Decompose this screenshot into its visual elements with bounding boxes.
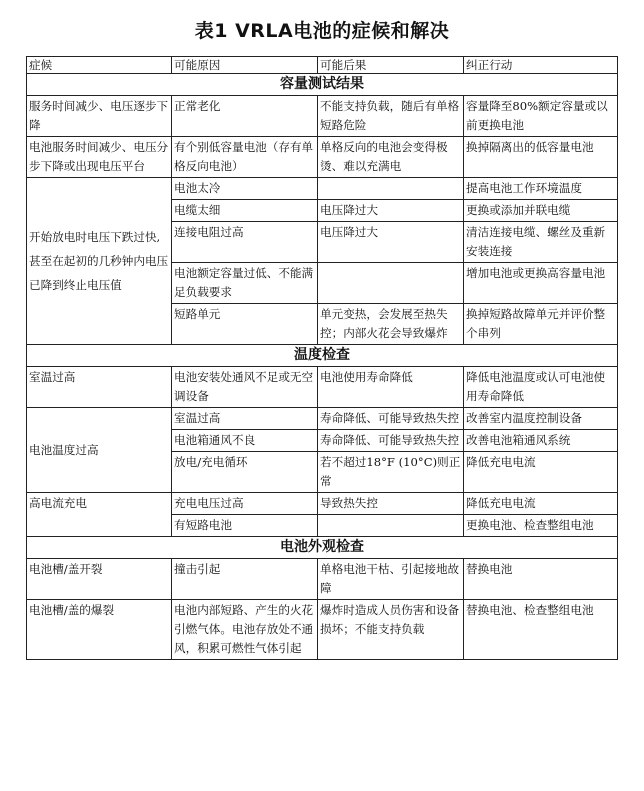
symptom-cell: 电池温度过高 [27,408,172,493]
header-cause: 可能原因 [172,57,318,74]
cause-cell: 电缆太细 [172,200,318,222]
consequence-cell: 单格电池干枯、引起接地故障 [318,559,464,600]
table-row [27,493,618,515]
consequence-cell: 电压降过大 [318,222,464,263]
symptom-cell: 电池槽/盖的爆裂 [27,600,172,660]
action-cell: 增加电池或更换高容量电池 [464,263,618,304]
table-row [27,408,618,430]
cause-cell: 电池额定容量过低、不能满足负载要求 [172,263,318,304]
symptom-cell: 室温过高 [27,367,172,408]
action-cell: 换掉短路故障单元并评价整个串列 [464,304,618,345]
symptom-cell: 服务时间减少、电压逐步下降 [27,96,172,137]
consequence-cell: 寿命降低、可能导致热失控 [318,408,464,430]
header-consequence: 可能后果 [318,57,464,74]
table-row [27,600,618,660]
cause-cell: 短路单元 [172,304,318,345]
consequence-cell: 不能支持负载，随后有单格短路危险 [318,96,464,137]
consequence-cell: 寿命降低、可能导致热失控 [318,430,464,452]
cause-cell: 正常老化 [172,96,318,137]
consequence-cell: 电压降过大 [318,200,464,222]
symptom-cell: 高电流充电 [27,493,172,537]
action-cell: 改善电池箱通风系统 [464,430,618,452]
table-row [27,137,618,178]
action-cell: 降低电池温度或认可电池使用寿命降低 [464,367,618,408]
consequence-cell: 爆炸时造成人员伤害和设备损坏；不能支持负载 [318,600,464,660]
cause-cell: 连接电阻过高 [172,222,318,263]
header-row [27,57,618,74]
cause-cell: 有个别低容量电池（存有单格反向电池） [172,137,318,178]
consequence-cell: 单格反向的电池会变得极烫、难以充满电 [318,137,464,178]
table-row [27,559,618,600]
section-temperature-check: 温度检查 [27,345,618,367]
consequence-cell: 电池使用寿命降低 [318,367,464,408]
header-symptom: 症候 [27,57,172,74]
cause-cell: 电池箱通风不良 [172,430,318,452]
cause-cell: 有短路电池 [172,515,318,537]
table-row [27,367,618,408]
symptom-cell: 开始放电时电压下跌过快,甚至在起初的几秒钟内电压已降到终止电压值 [27,178,172,345]
cause-cell: 电池太冷 [172,178,318,200]
table-row [27,178,618,200]
action-cell: 容量降至80%额定容量或以前更换电池 [464,96,618,137]
action-cell: 清洁连接电缆、螺丝及重新安装连接 [464,222,618,263]
consequence-cell: 单元变热，会发展至热失控；内部火花会导致爆炸 [318,304,464,345]
consequence-cell: 导致热失控 [318,493,464,515]
action-cell: 更换电池、检查整组电池 [464,515,618,537]
section-appearance-check: 电池外观检查 [27,537,618,559]
action-cell: 更换或添加并联电缆 [464,200,618,222]
cause-cell: 充电电压过高 [172,493,318,515]
symptom-cell: 电池槽/盖开裂 [27,559,172,600]
header-action: 纠正行动 [464,57,618,74]
consequence-cell [318,263,464,304]
cause-cell: 电池内部短路、产生的火花引燃气体。电池存放处不通风，积累可燃性气体引起 [172,600,318,660]
action-cell: 降低充电电流 [464,493,618,515]
action-cell: 提高电池工作环境温度 [464,178,618,200]
action-cell: 替换电池 [464,559,618,600]
cause-cell: 室温过高 [172,408,318,430]
cause-cell: 放电/充电循环 [172,452,318,493]
cause-cell: 电池安装处通风不足或无空调设备 [172,367,318,408]
symptom-cell: 电池服务时间减少、电压分步下降或出现电压平台 [27,137,172,178]
consequence-cell: 若不超过18°F (10°C)则正常 [318,452,464,493]
consequence-cell [318,515,464,537]
action-cell: 改善室内温度控制设备 [464,408,618,430]
table-row [27,96,618,137]
symptom-table [26,56,618,660]
table-title: 表1 VRLA电池的症候和解决 [194,20,450,42]
cause-cell: 撞击引起 [172,559,318,600]
consequence-cell [318,178,464,200]
action-cell: 降低充电电流 [464,452,618,493]
section-capacity-test: 容量测试结果 [27,74,618,96]
action-cell: 换掉隔离出的低容量电池 [464,137,618,178]
action-cell: 替换电池、检查整组电池 [464,600,618,660]
